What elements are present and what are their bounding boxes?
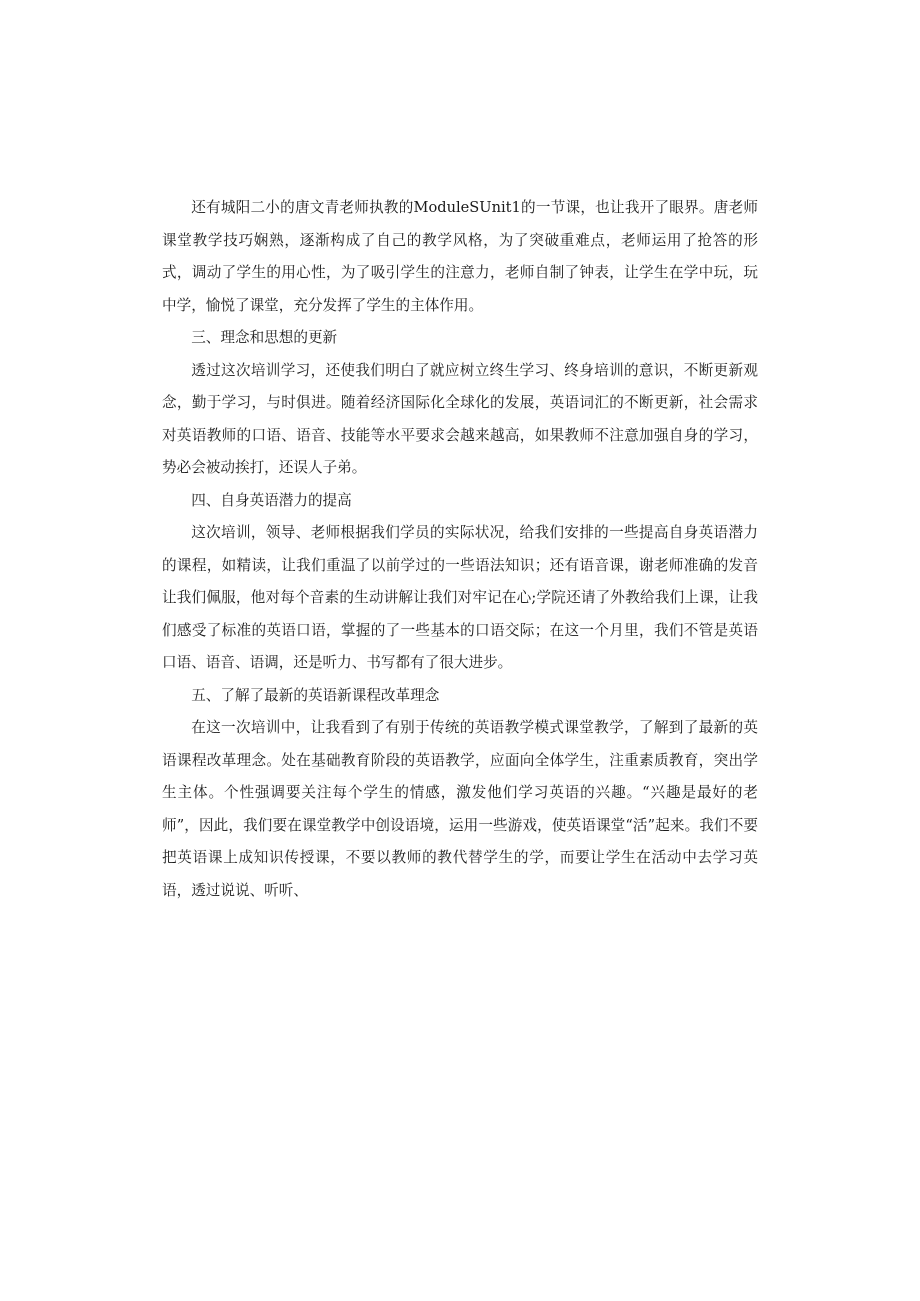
section-heading-3: 三、理念和思想的更新	[191, 329, 338, 346]
document-body	[162, 192, 758, 907]
paragraph-tang-lesson: 还有城阳二小的唐文青老师执教的ModuleSUnit1的一节课，也让我开了眼界。唐老师课堂教学技巧娴熟，逐渐构成了自己的教学风格，为了突破重难点，老师运用了抢答的形式，调动了学生的用心性，为了吸引学生的注意力，老师自制了钟表，让学生在学中玩，玩中学，愉悦了课堂，充分发挥了学生的主体作用。	[162, 199, 758, 314]
paragraph-curriculum-reform: 在这一次培训中，让我看到了有别于传统的英语教学模式课堂教学，了解到了最新的英语课程改革理念。处在基础教育阶段的英语教学，应面向全体学生，注重素质教育，突出学生主体。个性强调要关注每个学生的情感，激发他们学习英语的兴趣。“兴趣是最好的老师”，因此，我们要在课堂教学中创设语境，运用一些游戏，使英语课堂“活”起来。我们不要把英语课上成知识传授课，不要以教师的教代替学生的学，而要让学生在活动中去学习英语，透过说说、听听、	[162, 719, 758, 899]
paragraph-english-ability: 这次培训，领导、老师根据我们学员的实际状况，给我们安排的一些提高自身英语潜力的课程，如精读，让我们重温了以前学过的一些语法知识；还有语音课，谢老师准确的发音让我们佩服，他对每个音素的生动讲解让我们对牢记在心;学院还请了外教给我们上课，让我们感受了标准的英语口语，掌握的了一些基本的口语交际；在这一个月里，我们不管是英语口语、语音、语调，还是听力、书写都有了很大进步。	[162, 524, 758, 671]
section-heading-4: 四、自身英语潜力的提高	[191, 491, 352, 509]
section-heading-5: 五、了解了最新的英语新课程改革理念	[191, 686, 440, 704]
paragraph-lifelong-learning: 透过这次培训学习，还使我们明白了就应树立终生学习、终身培训的意识，不断更新观念，勤于学习，与时俱进。随着经济国际化全球化的发展，英语词汇的不断更新，社会需求对英语教师的口语、语音、技能等水平要求会越来越高，如果教师不注意加强自身的学习，势必会被动挨打，还误人子弟。	[162, 361, 758, 476]
